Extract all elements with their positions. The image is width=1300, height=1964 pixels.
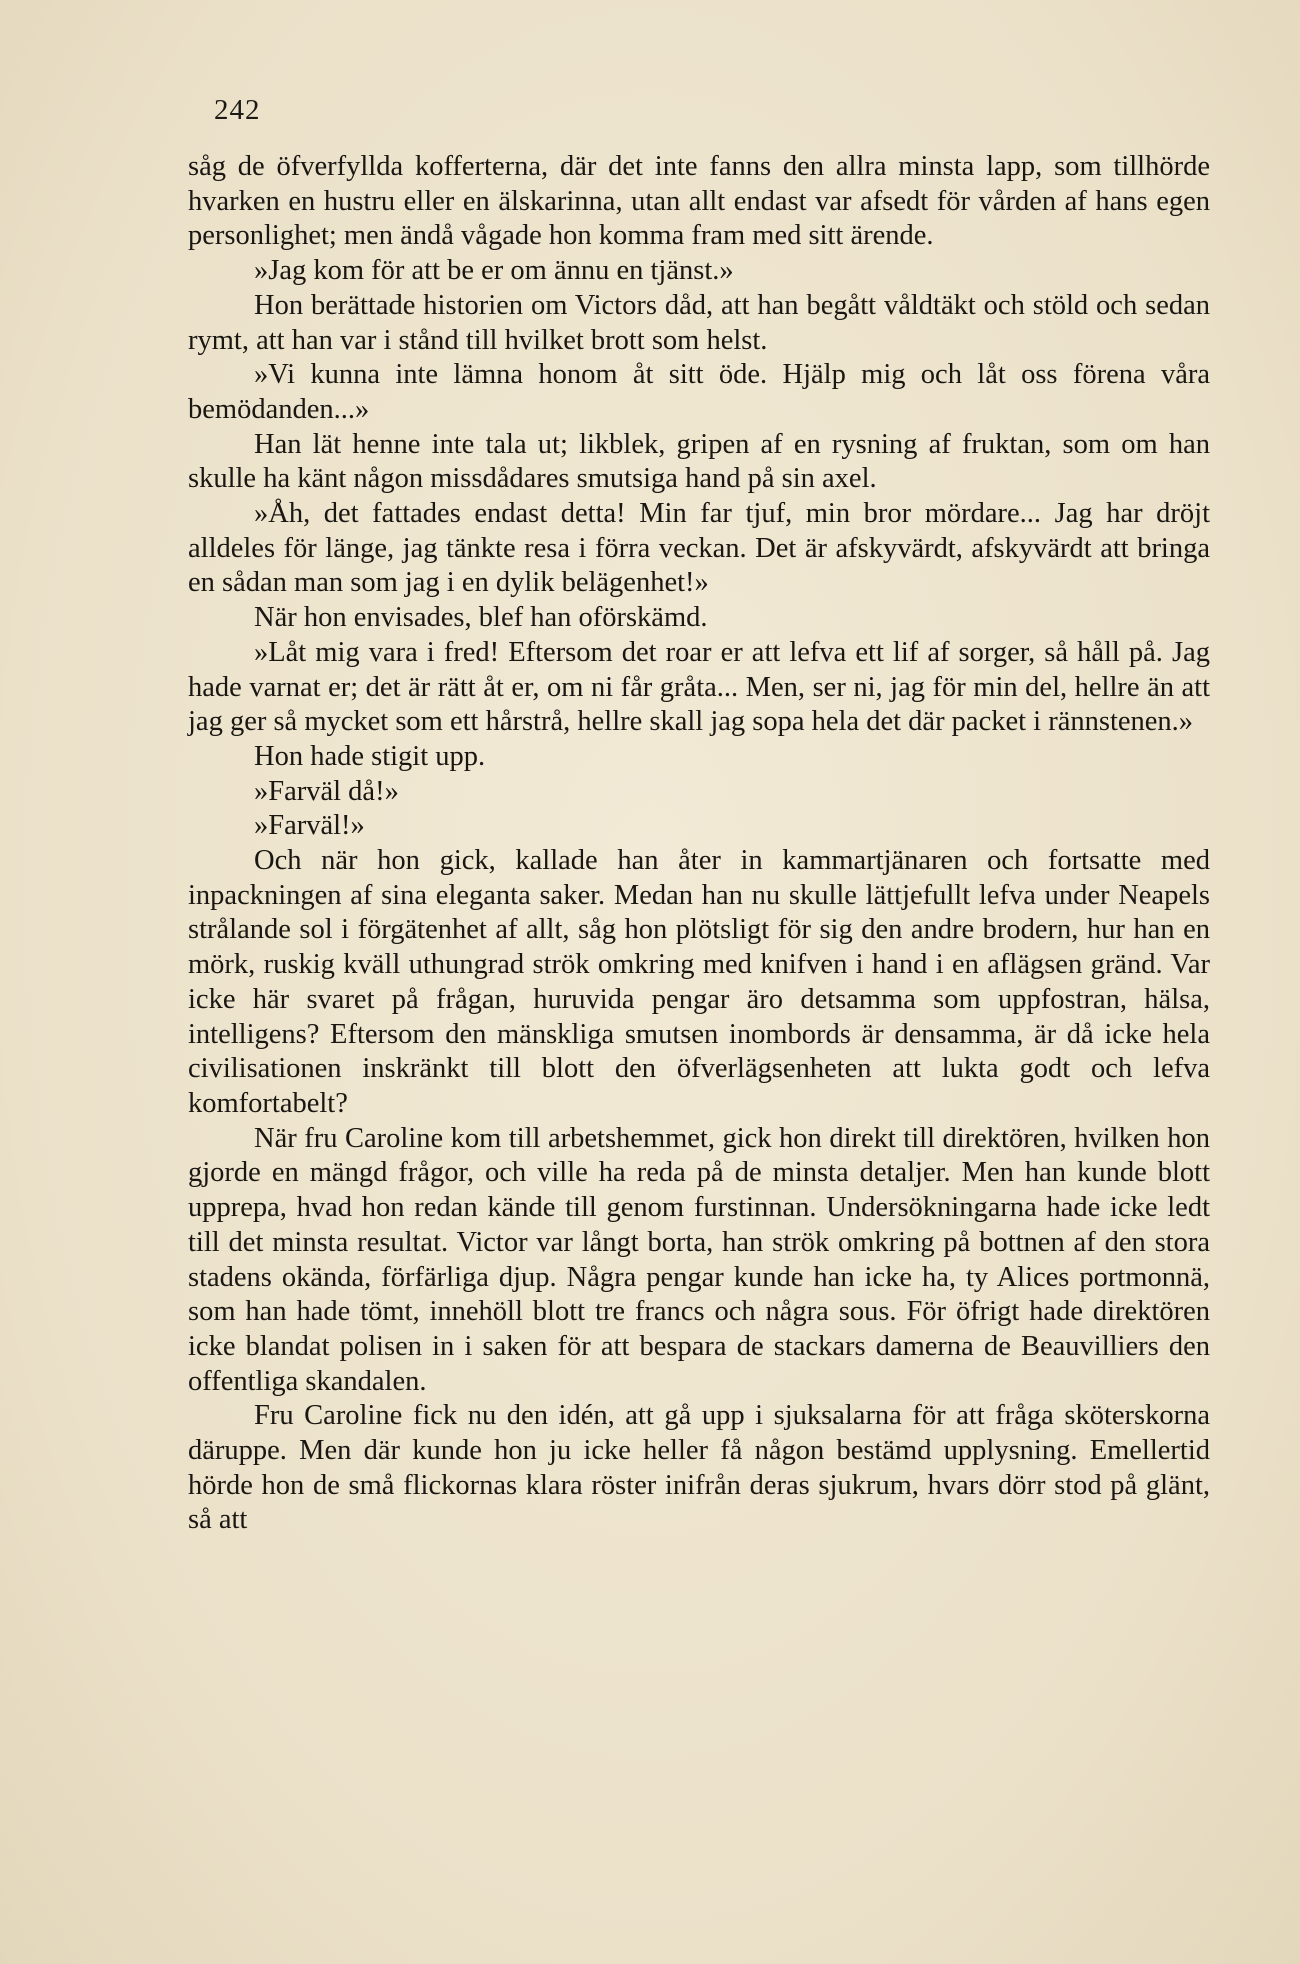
paragraph: »Låt mig vara i fred! Eftersom det roar er att lefva ett lif af sorger, så håll på. Jag hade varnat er; det är rätt åt er, om ni får gråta... Men, ser ni, jag för min del, hellre än att jag ger så mycket som ett hårstrå, hellre skall jag sopa hela det där packet i rännstenen.» [188, 636, 1210, 738]
paragraph: såg de öfverfyllda kofferterna, där det inte fanns den allra minsta lapp, som tillhörde hvarken en hustru eller en älskarinna, utan allt endast var afsedt för vården af hans egen personlighet; men ändå vågade hon komma fram med sitt ärende. [188, 151, 1210, 252]
paragraph: »Farväl!» [254, 810, 365, 842]
paragraph: När fru Caroline kom till arbetshemmet, gick hon direkt till direktören, hvilken hon gjorde en mängd frågor, och ville ha reda på de minsta detaljer. Men han kunde blott upprepa, hvad hon redan kände till genom furstinnan. Undersökningarna hade icke ledt till det minsta resultat. Victor var långt borta, han strök omkring på bottnen af den stora stadens okända, förfärliga djup. Några pengar kunde han icke ha, ty Alices portmonnä, som han hade tömt, innehöll blott tre francs och några sous. För öfrigt hade direktören icke blandat polisen in i saken för att bespara de stackars damerna de Beauvilliers den offentliga skandalen. [188, 1122, 1210, 1397]
paragraph: Och när hon gick, kallade han åter in kammartjänaren och fortsatte med inpackningen af sina eleganta saker. Medan han nu skulle lättjefullt lefva under Neapels strålande sol i förgätenhet af allt, såg hon plötsligt för sig den andre brodern, hur han en mörk, ruskig kväll uthungrad strök omkring med knifven i hand i en aflägsen gränd. Var icke här svaret på frågan, huruvida pengar äro detsamma som uppfostran, hälsa, intelligens? Eftersom den mänskliga smutsen inombords är densamma, är då icke hela civilisationen inskränkt till blott den öfverlägsenheten att lukta godt och lefva komfortabelt? [188, 845, 1210, 1119]
paragraph: Hon berättade historien om Victors dåd, att han begått våldtäkt och stöld och sedan rymt, att han var i stånd till hvilket brott som helst. [188, 289, 1210, 356]
paragraph: Hon hade stigit upp. [254, 740, 486, 772]
paragraph: När hon envisades, blef han oförskämd. [254, 602, 708, 634]
paragraph: »Vi kunna inte lämna honom åt sitt öde. Hjälp mig och låt oss förena våra bemödanden...» [188, 359, 1210, 425]
body-text [188, 150, 1210, 1538]
paragraph: Han lät henne inte tala ut; likblek, gripen af en rysning af fruktan, som om han skulle ha känt någon missdådares smutsiga hand på sin axel. [188, 428, 1210, 495]
paragraph: »Jag kom för att be er om ännu en tjänst.» [254, 255, 734, 287]
paragraph: »Åh, det fattades endast detta! Min far tjuf, min bror mördare... Jag har dröjt alldeles för länge, jag tänkte resa i förra veckan. Det är afskyvärdt, afskyvärdt att bringa en sådan man som jag i en dylik belägenhet!» [188, 498, 1210, 599]
paragraph: »Farväl då!» [254, 775, 399, 807]
page-number: 242 [214, 94, 261, 126]
paragraph: Fru Caroline fick nu den idén, att gå upp i sjuksalarna för att fråga sköterskorna däruppe. Men där kunde hon ju icke heller få någon bestämd upplysning. Emellertid hörde hon de små flickornas klara röster inifrån deras sjukrum, hvars dörr stod på glänt, så att [188, 1400, 1210, 1536]
